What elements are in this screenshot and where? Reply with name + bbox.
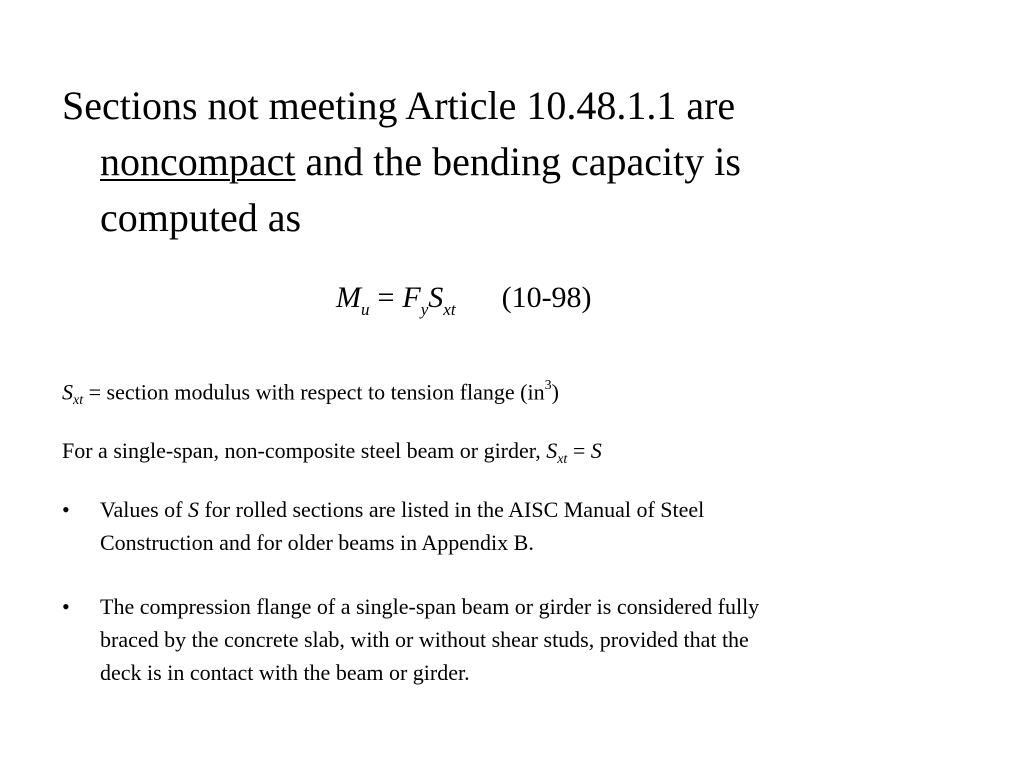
equation-10-98 [336,278,592,322]
single-span-equals: = [567,438,591,463]
single-span-note [62,436,602,470]
eq-sub-y: y [420,300,429,319]
eq-symbol-f: F [402,281,421,314]
single-span-text: For a single-span, non-composite steel beam or girder, [62,438,547,463]
eq-sub-xt: xt [443,300,456,319]
eq-sub-u: u [361,300,370,319]
heading-line-2-rest: and the bending capacity is [295,139,741,184]
bullet-1-symbol-s: S [187,497,199,522]
single-span-symbol-sub: xt [557,452,568,467]
bullet-1-line-2: Construction and for older beams in Appendix B. [100,530,534,555]
sxt-symbol: S [62,379,73,405]
bullet-2-line-2: braced by the concrete slab, with or without shear studs, provided that the [100,627,749,652]
bullet-text [100,590,962,689]
heading-line-3: computed as [100,195,302,240]
bullet-item-values-of-s [62,493,962,559]
sxt-definition [62,373,559,411]
noncompact-term: noncompact [100,139,296,184]
sxt-definition-text: = section modulus with respect to tension flange (in [83,379,545,405]
heading-line-2 [62,134,942,190]
single-span-symbol-2: S [590,438,602,463]
bullet-1-line-1 [100,493,962,526]
eq-symbol-s: S [428,281,444,314]
bullet-marker: • [62,594,70,619]
bullet-item-compression-flange [62,590,962,689]
bullet-1-line-1-rest: for rolled sections are listed in the AISC Manual of Steel [198,497,705,522]
sxt-unit-superscript: 3 [544,378,552,393]
sxt-symbol-sub: xt [73,393,84,409]
bullet-text [100,493,962,559]
bullet-marker: • [62,497,70,522]
equation-number: (10-98) [501,281,592,314]
eq-equals: = [377,281,395,314]
bullet-2-line-3: deck is in contact with the beam or girder. [100,660,470,685]
slide-heading [62,78,942,246]
sxt-definition-close: ) [551,379,559,405]
heading-line-1: Sections not meeting Article 10.48.1.1 are [62,83,736,128]
eq-symbol-m: M [336,281,361,314]
bullet-2-line-1: The compression flange of a single-span beam or girder is considered fully [100,594,760,619]
bullet-1-pre: Values of [100,497,188,522]
single-span-symbol: S [546,438,558,463]
